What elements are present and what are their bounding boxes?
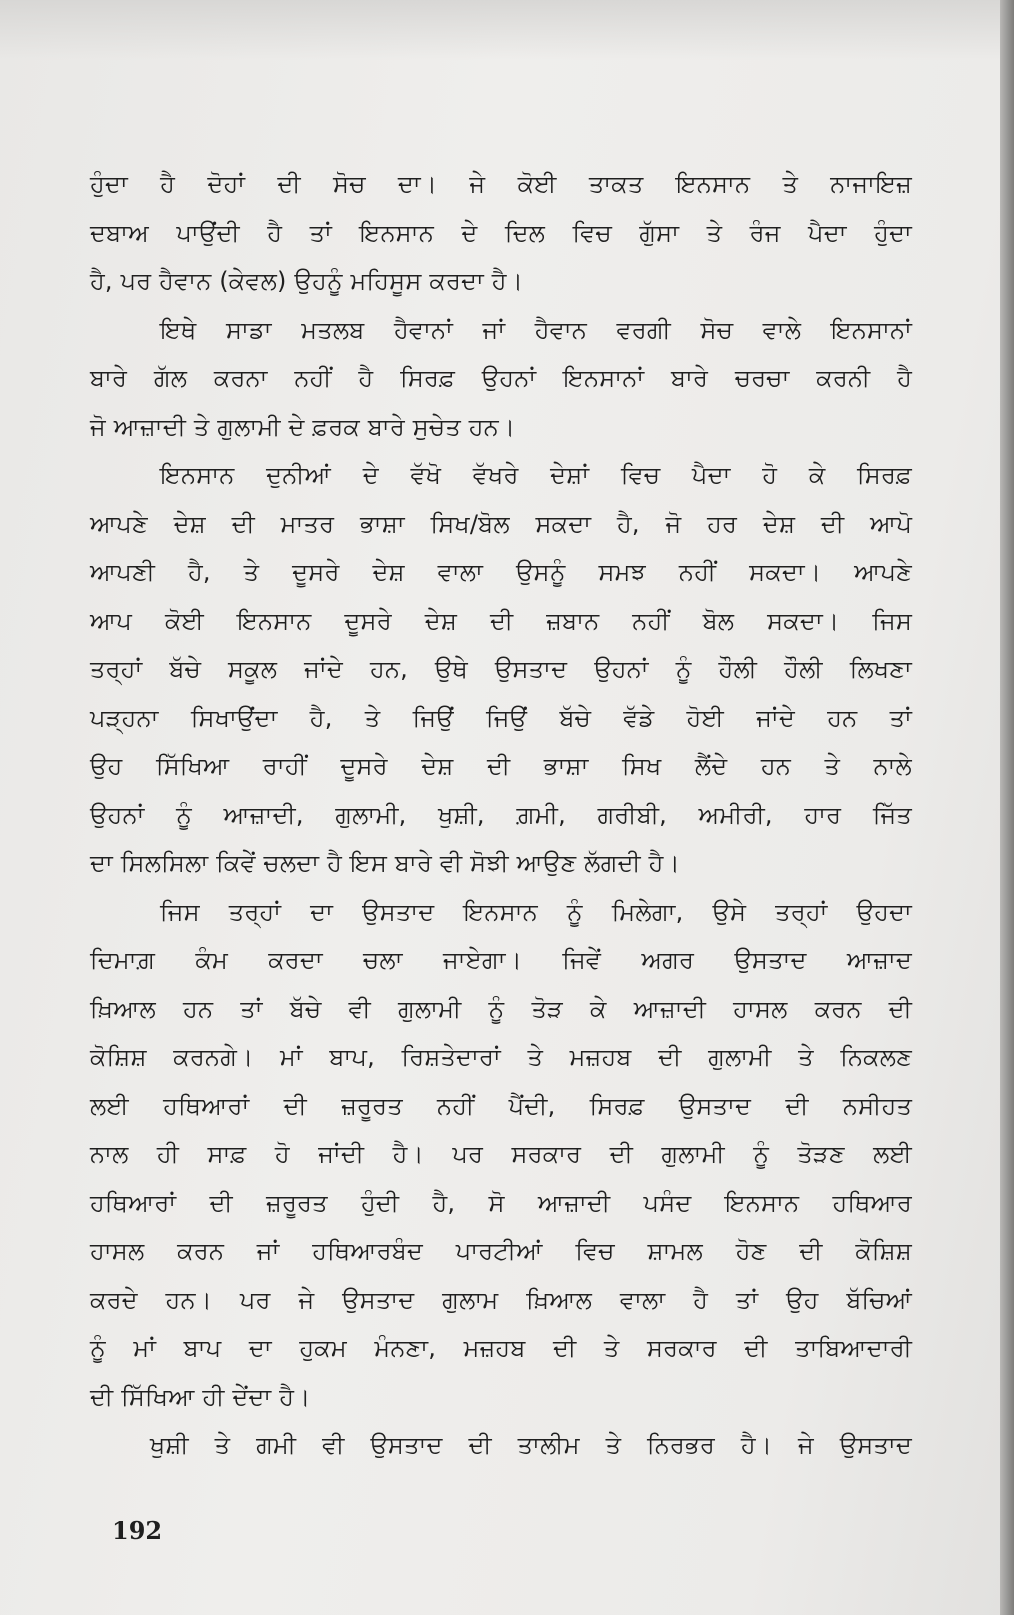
text-line: ਹੁੰਦਾ ਹੈ ਦੋਹਾਂ ਦੀ ਸੋਚ ਦਾ। ਜੇ ਕੋਈ ਤਾਕਤ ਇਨਸਾਨ ਤੇ ਨਾਜਾਇਜ਼ xyxy=(90,170,912,198)
text-line: ਜੋ ਆਜ਼ਾਦੀ ਤੇ ਗੁਲਾਮੀ ਦੇ ਫ਼ਰਕ ਬਾਰੇ ਸੁਚੇਤ ਹਨ। xyxy=(90,412,516,441)
text-line: ਕੋਸ਼ਿਸ਼ ਕਰਨਗੇ। ਮਾਂ ਬਾਪ, ਰਿਸ਼ਤੇਦਾਰਾਂ ਤੇ ਮਜ਼ਹਬ ਦੀ ਗੁਲਾਮੀ ਤੇ ਨਿਕਲਣ xyxy=(90,1043,912,1071)
text-line: ਹਥਿਆਰਾਂ ਦੀ ਜ਼ਰੂਰਤ ਹੁੰਦੀ ਹੈ, ਸੋ ਆਜ਼ਾਦੀ ਪਸੰਦ ਇਨਸਾਨ ਹਥਿਆਰ xyxy=(90,1188,912,1217)
text-line: ਉਹ ਸਿੱਖਿਆ ਰਾਹੀਂ ਦੂਸਰੇ ਦੇਸ਼ ਦੀ ਭਾਸ਼ਾ ਸਿਖ ਲੈਂਦੇ ਹਨ ਤੇ ਨਾਲੇ xyxy=(90,752,912,780)
page-body-text xyxy=(90,160,912,1470)
text-line: ਨੂੰ ਮਾਂ ਬਾਪ ਦਾ ਹੁਕਮ ਮੰਨਣਾ, ਮਜ਼ਹਬ ਦੀ ਤੇ ਸਰਕਾਰ ਦੀ ਤਾਬਿਆਦਾਰੀ xyxy=(90,1334,912,1362)
text-line: ਤਰ੍ਹਾਂ ਬੱਚੇ ਸਕੂਲ ਜਾਂਦੇ ਹਨ, ਉਥੇ ਉਸਤਾਦ ਉਹਨਾਂ ਨੂੰ ਹੌਲੀ ਹੌਲੀ ਲਿਖਣਾ xyxy=(90,655,912,683)
text-line: ਖੁਸ਼ੀ ਤੇ ਗਮੀ ਵੀ ਉਸਤਾਦ ਦੀ ਤਾਲੀਮ ਤੇ ਨਿਰਭਰ ਹੈ। ਜੇ ਉਸਤਾਦ xyxy=(150,1431,912,1459)
text-line: ਜਿਸ ਤਰ੍ਹਾਂ ਦਾ ਉਸਤਾਦ ਇਨਸਾਨ ਨੂੰ ਮਿਲੇਗਾ, ਉਸੇ ਤਰ੍ਹਾਂ ਉਹਦਾ xyxy=(160,897,912,926)
page-top-shadow xyxy=(0,0,1000,60)
text-line: ਉਹਨਾਂ ਨੂੰ ਆਜ਼ਾਦੀ, ਗੁਲਾਮੀ, ਖੁਸ਼ੀ, ਗ਼ਮੀ, ਗਰੀਬੀ, ਅਮੀਰੀ, ਹਾਰ ਜਿੱਤ xyxy=(90,800,912,829)
text-line: ਆਪਣੀ ਹੈ, ਤੇ ਦੂਸਰੇ ਦੇਸ਼ ਵਾਲਾ ਉਸਨੂੰ ਸਮਝ ਨਹੀਂ ਸਕਦਾ। ਆਪਣੇ xyxy=(90,558,912,586)
book-page-edge xyxy=(1000,0,1014,1615)
text-line: ਦਾ ਸਿਲਸਿਲਾ ਕਿਵੇਂ ਚਲਦਾ ਹੈ ਇਸ ਬਾਰੇ ਵੀ ਸੋਝੀ ਆਉਣ ਲੱਗਦੀ ਹੈ। xyxy=(90,849,680,877)
text-line: ਬਾਰੇ ਗੱਲ ਕਰਨਾ ਨਹੀਂ ਹੈ ਸਿਰਫ਼ ਉਹਨਾਂ ਇਨਸਾਨਾਂ ਬਾਰੇ ਚਰਚਾ ਕਰਨੀ ਹੈ xyxy=(90,364,912,392)
text-line: ਖ਼ਿਆਲ ਹਨ ਤਾਂ ਬੱਚੇ ਵੀ ਗੁਲਾਮੀ ਨੂੰ ਤੋੜ ਕੇ ਆਜ਼ਾਦੀ ਹਾਸਲ ਕਰਨ ਦੀ xyxy=(90,994,912,1023)
text-line: ਇਥੇ ਸਾਡਾ ਮਤਲਬ ਹੈਵਾਨਾਂ ਜਾਂ ਹੈਵਾਨ ਵਰਗੀ ਸੋਚ ਵਾਲੇ ਇਨਸਾਨਾਂ xyxy=(160,315,912,344)
text-line: ਇਨਸਾਨ ਦੁਨੀਆਂ ਦੇ ਵੱਖੋ ਵੱਖਰੇ ਦੇਸ਼ਾਂ ਵਿਚ ਪੈਦਾ ਹੋ ਕੇ ਸਿਰਫ਼ xyxy=(160,461,912,489)
text-line: ਆਪਣੇ ਦੇਸ਼ ਦੀ ਮਾਤਰ ਭਾਸ਼ਾ ਸਿਖ/ਬੋਲ ਸਕਦਾ ਹੈ, ਜੋ ਹਰ ਦੇਸ਼ ਦੀ ਆਪੋ xyxy=(90,509,912,538)
text-line: ਹਾਸਲ ਕਰਨ ਜਾਂ ਹਥਿਆਰਬੰਦ ਪਾਰਟੀਆਂ ਵਿਚ ਸ਼ਾਮਲ ਹੋਣ ਦੀ ਕੋਸ਼ਿਸ਼ xyxy=(90,1237,912,1265)
text-line: ਹੈ, ਪਰ ਹੈਵਾਨ (ਕੇਵਲ) ਉਹਨੂੰ ਮਹਿਸੂਸ ਕਰਦਾ ਹੈ। xyxy=(90,267,524,295)
text-line: ਦੀ ਸਿੱਖਿਆ ਹੀ ਦੇਂਦਾ ਹੈ। xyxy=(90,1382,311,1411)
text-line: ਦਬਾਅ ਪਾਉਂਦੀ ਹੈ ਤਾਂ ਇਨਸਾਨ ਦੇ ਦਿਲ ਵਿਚ ਗੁੱਸਾ ਤੇ ਰੰਜ ਪੈਦਾ ਹੁੰਦਾ xyxy=(90,218,912,247)
text-line: ਆਪ ਕੋਈ ਇਨਸਾਨ ਦੂਸਰੇ ਦੇਸ਼ ਦੀ ਜ਼ਬਾਨ ਨਹੀਂ ਬੋਲ ਸਕਦਾ। ਜਿਸ xyxy=(90,606,912,635)
text-line: ਨਾਲ ਹੀ ਸਾਫ਼ ਹੋ ਜਾਂਦੀ ਹੈ। ਪਰ ਸਰਕਾਰ ਦੀ ਗੁਲਾਮੀ ਨੂੰ ਤੋੜਣ ਲਈ xyxy=(90,1140,912,1168)
text-line: ਦਿਮਾਗ਼ ਕੰਮ ਕਰਦਾ ਚਲਾ ਜਾਏਗਾ। ਜਿਵੇਂ ਅਗਰ ਉਸਤਾਦ ਆਜ਼ਾਦ xyxy=(90,946,912,974)
text-line: ਪੜ੍ਹਨਾ ਸਿਖਾਉਂਦਾ ਹੈ, ਤੇ ਜਿਉਂ ਜਿਉਂ ਬੱਚੇ ਵੱਡੇ ਹੋਈ ਜਾਂਦੇ ਹਨ ਤਾਂ xyxy=(90,703,912,732)
page-number: 192 xyxy=(112,1516,163,1545)
text-line: ਲਈ ਹਥਿਆਰਾਂ ਦੀ ਜ਼ਰੂਰਤ ਨਹੀਂ ਪੈਂਦੀ, ਸਿਰਫ਼ ਉਸਤਾਦ ਦੀ ਨਸੀਹਤ xyxy=(90,1091,912,1120)
text-line: ਕਰਦੇ ਹਨ। ਪਰ ਜੇ ਉਸਤਾਦ ਗੁਲਾਮ ਖ਼ਿਆਲ ਵਾਲਾ ਹੈ ਤਾਂ ਉਹ ਬੱਚਿਆਂ xyxy=(90,1285,912,1314)
